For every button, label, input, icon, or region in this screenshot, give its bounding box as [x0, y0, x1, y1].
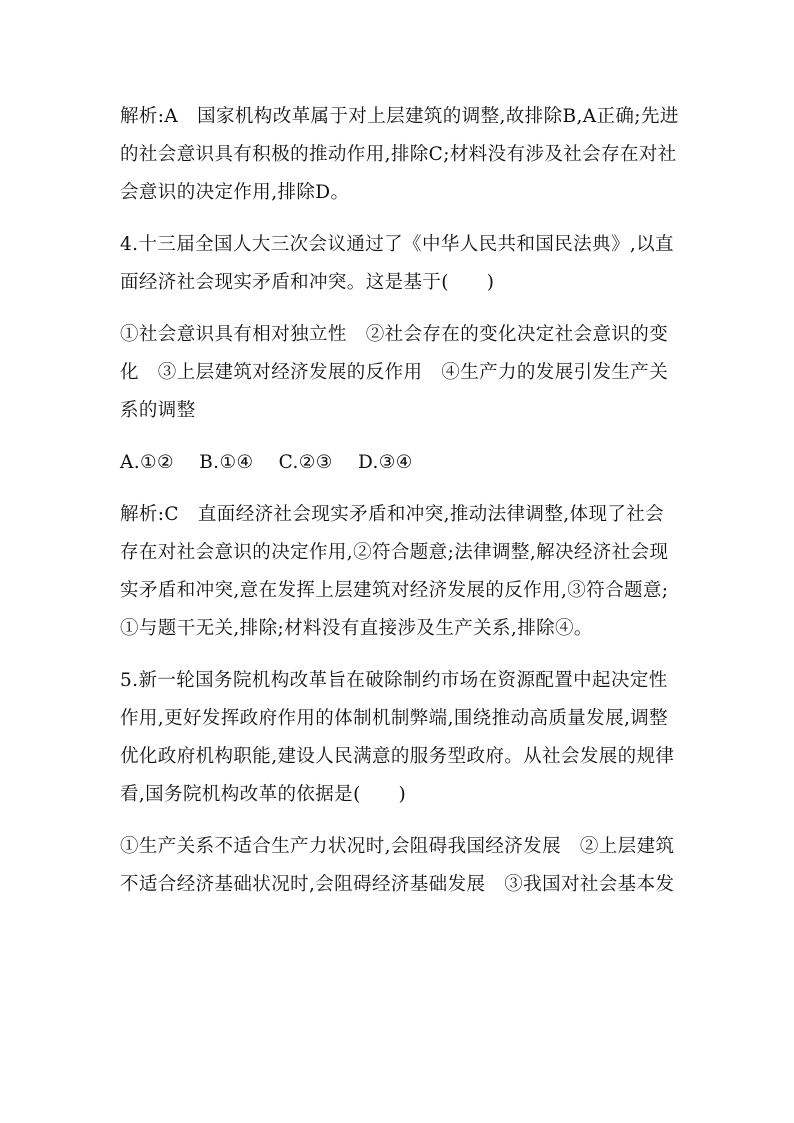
question-5-stem [120, 662, 680, 814]
question-5-stem-line: 看,国务院机构改革的依据是( ) [120, 784, 407, 805]
question-4-options [120, 316, 680, 430]
analysis-q4-line: ①与题干无关,排除;材料没有直接涉及生产关系,排除④。 [120, 618, 593, 639]
question-4-option-line: ①社会意识具有相对独立性 ②社会存在的变化决定社会意识的变 [120, 324, 669, 345]
question-5-stem-line: 优化政府机构职能,建设人民满意的服务型政府。从社会发展的规律 [120, 746, 675, 767]
question-4-choices-line: A.①② B.①④ C.②③ D.③④ [120, 452, 413, 473]
question-5-stem-line: 5.新一轮国务院机构改革旨在破除制约市场在资源配置中起决定性 [120, 670, 668, 691]
question-4-stem-line: 面经济社会现实矛盾和冲突。这是基于( ) [120, 272, 495, 293]
question-4-stem [120, 226, 680, 302]
analysis-q4-line: 解析:C 直面经济社会现实矛盾和冲突,推动法律调整,体现了社会 [120, 504, 665, 525]
analysis-q3-line: 会意识的决定作用,排除D。 [120, 182, 350, 203]
analysis-q4 [120, 496, 680, 648]
question-5-options [120, 828, 680, 904]
question-5-stem-line: 作用,更好发挥政府作用的体制机制弊端,围绕推动高质量发展,调整 [120, 708, 669, 729]
document-page [120, 98, 680, 918]
analysis-q3-line: 解析:A 国家机构改革属于对上层建筑的调整,故排除B,A正确;先进 [120, 106, 679, 127]
question-5-option-line: 不适合经济基础状况时,会阻碍经济基础发展 ③我国对社会基本发 [120, 874, 675, 895]
analysis-q4-line: 实矛盾和冲突,意在发挥上层建筑对经济发展的反作用,③符合题意; [120, 580, 669, 601]
analysis-q3 [120, 98, 680, 212]
analysis-q4-line: 存在对社会意识的决定作用,②符合题意;法律调整,解决经济社会现 [120, 542, 669, 563]
question-5-option-line: ①生产关系不适合生产力状况时,会阻碍我国经济发展 ②上层建筑 [120, 836, 675, 857]
question-4-choices [120, 444, 680, 482]
question-4-option-line: 系的调整 [120, 400, 196, 421]
question-4-stem-line: 4.十三届全国人大三次会议通过了《中华人民共和国民法典》,以直 [120, 234, 674, 255]
analysis-q3-line: 的社会意识具有积极的推动作用,排除C;材料没有涉及社会存在对社 [120, 144, 677, 165]
question-4-option-line: 化 ③上层建筑对经济发展的反作用 ④生产力的发展引发生产关 [120, 362, 669, 383]
